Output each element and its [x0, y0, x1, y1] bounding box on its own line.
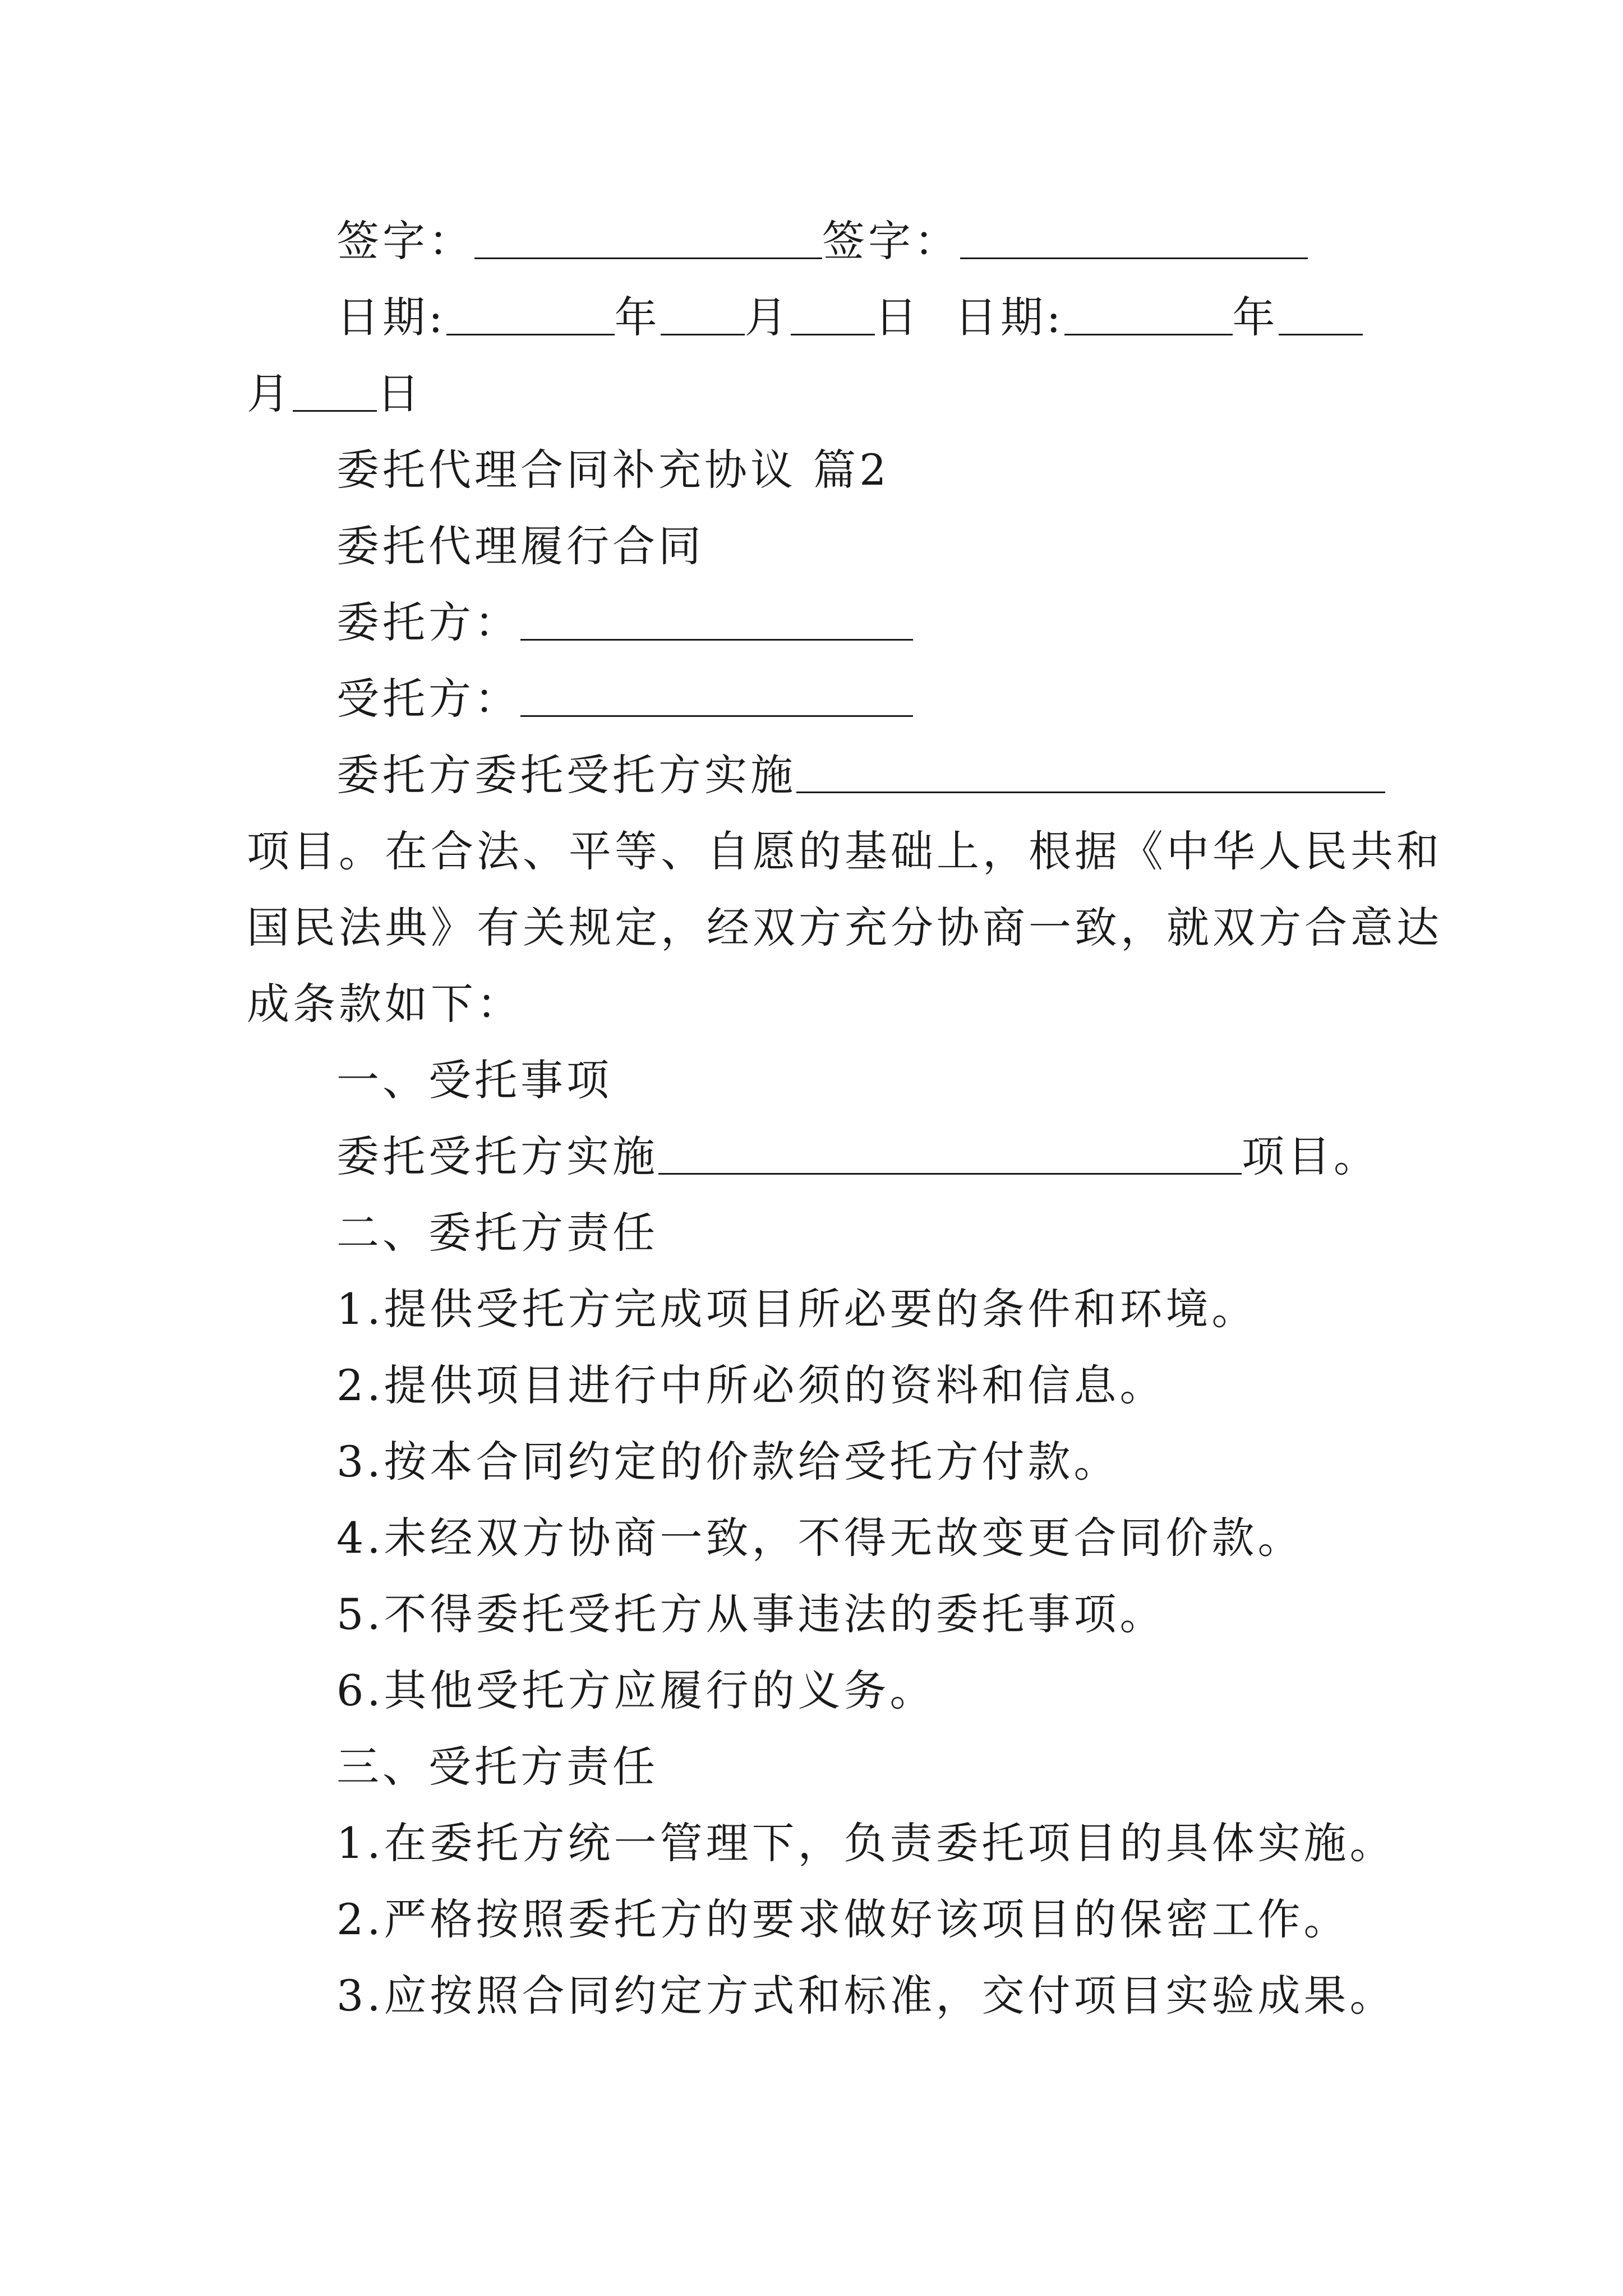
intro-line-4: 成条款如下：	[247, 979, 523, 1029]
year-label: 年	[614, 292, 661, 342]
client-row	[336, 595, 913, 651]
date-year-blank-agent[interactable]	[1064, 295, 1233, 335]
article-2-item: 4.未经双方协商一致，不得无故变更合同价款。	[336, 1513, 1304, 1563]
date-day-blank-agent[interactable]	[293, 371, 377, 412]
article-2-item: 3.按本合同约定的价款给受托方付款。	[336, 1437, 1120, 1487]
day-label: 日	[874, 292, 921, 342]
signature-row	[336, 213, 1308, 269]
article-2-heading: 二、委托方责任	[336, 1208, 658, 1258]
date-row-continued	[247, 366, 423, 422]
intro-prefix: 委托方委托受托方实施	[336, 750, 796, 800]
article-3-item: 2.严格按照委托方的要求做好该项目的保密工作。	[336, 1894, 1350, 1944]
sign-label-client: 签字：	[336, 216, 474, 266]
article-1-body	[336, 1129, 1380, 1185]
sign-label-agent: 签字：	[822, 216, 960, 266]
article-2-item: 6.其他受托方应履行的义务。	[336, 1665, 936, 1715]
month-label: 月	[744, 292, 791, 342]
intro-line-2: 项目。在合法、平等、自愿的基础上，根据《中华人民共和	[247, 826, 1442, 876]
article-1-heading: 一、受托事项	[336, 1055, 612, 1105]
date-day-blank-client[interactable]	[791, 295, 875, 335]
contract-title: 委托代理履行合同	[336, 521, 704, 571]
sign-blank-client[interactable]	[474, 218, 822, 259]
article-1-prefix: 委托受托方实施	[336, 1131, 658, 1181]
article-1-project-blank[interactable]	[658, 1134, 1242, 1175]
client-label: 委托方：	[336, 597, 520, 647]
article-2-item: 2.提供项目进行中所必须的资料和信息。	[336, 1360, 1166, 1410]
date-month-blank-client[interactable]	[661, 295, 745, 335]
article-3-item: 3.应按照合同约定方式和标准，交付项目实验成果。	[336, 1971, 1396, 2021]
intro-line-3: 国民法典》有关规定，经双方充分协商一致，就双方合意达	[247, 903, 1442, 953]
agent-name-blank[interactable]	[520, 676, 913, 717]
project-name-blank[interactable]	[796, 752, 1385, 793]
section-title: 委托代理合同补充协议 篇2	[336, 445, 890, 495]
client-name-blank[interactable]	[520, 600, 913, 641]
article-3-heading: 三、受托方责任	[336, 1742, 658, 1792]
sign-blank-agent[interactable]	[960, 218, 1308, 259]
date-year-blank-client[interactable]	[446, 295, 615, 335]
intro-line-1	[336, 747, 1385, 803]
article-3-item: 1.在委托方统一管理下，负责委托项目的具体实施。	[336, 1818, 1396, 1868]
year-label: 年	[1232, 292, 1279, 342]
date-month-blank-agent-end[interactable]	[1279, 295, 1363, 335]
month-label: 月	[247, 369, 293, 418]
date-label-agent: 日期:	[954, 292, 1064, 342]
article-2-item: 1.提供受托方完成项目所必要的条件和环境。	[336, 1284, 1258, 1334]
article-1-suffix: 项目。	[1242, 1131, 1380, 1181]
day-label: 日	[377, 369, 423, 418]
article-2-item: 5.不得委托受托方从事违法的委托事项。	[336, 1589, 1166, 1639]
agent-row	[336, 671, 913, 727]
agent-label: 受托方：	[336, 674, 520, 724]
date-row	[336, 289, 1363, 346]
date-label-client: 日期:	[336, 292, 446, 342]
